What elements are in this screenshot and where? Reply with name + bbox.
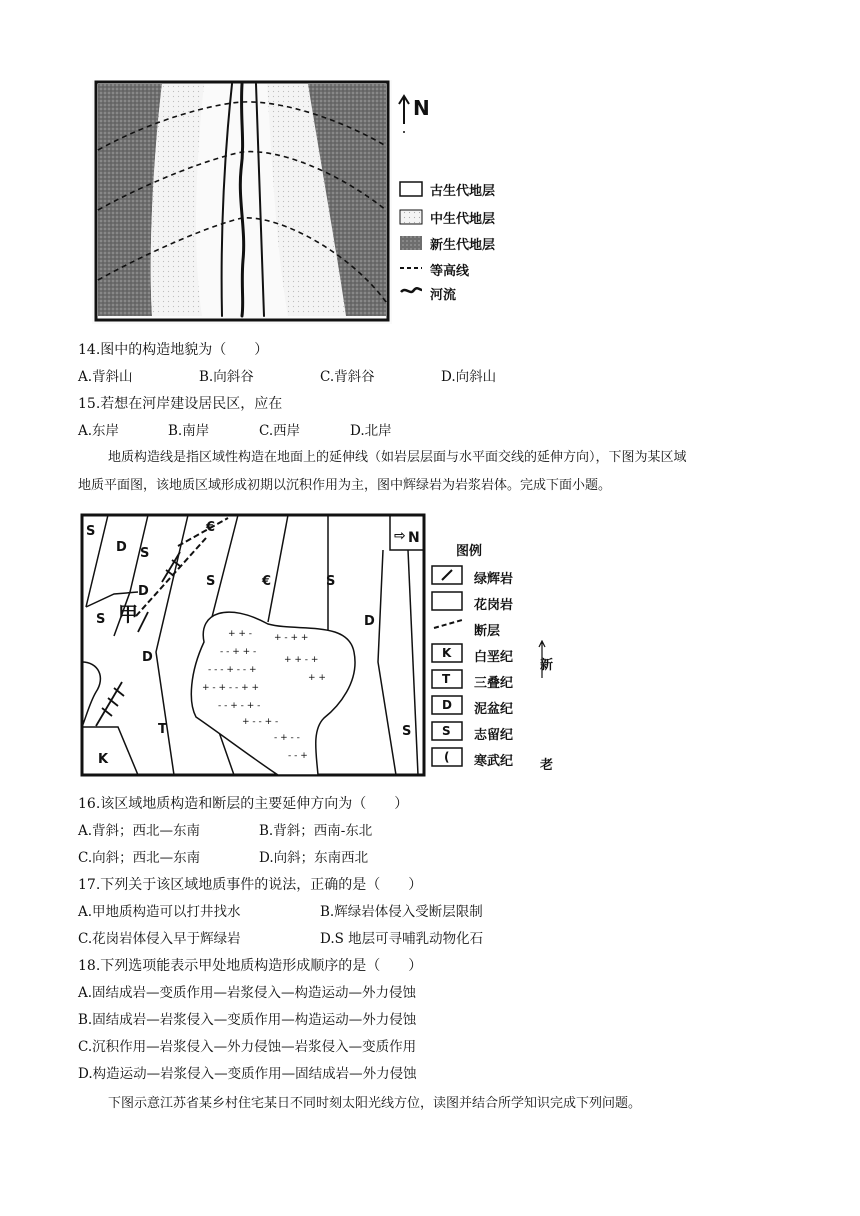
stratum-label: S — [86, 524, 96, 539]
intro-paragraph-2: 下图示意江苏省某乡村住宅某日不同时刻太阳光线方位，读图并结合所学知识完成下列问题。 — [108, 1096, 642, 1111]
question-14-option-c: C.背斜谷 — [320, 369, 375, 385]
question-14-option-b: B.向斜谷 — [199, 369, 254, 385]
fault-symbol — [434, 620, 462, 628]
question-16-option-b: B.背斜；西南-东北 — [259, 823, 373, 839]
legend-symbol-t: T — [442, 672, 451, 686]
stratum-label: S — [326, 574, 336, 589]
age-label-old: 老 — [540, 758, 554, 773]
question-17-option-d: D.S 地层可寻哺乳动物化石 — [320, 931, 484, 947]
legend-label-silurian: 志留纪 — [474, 728, 514, 743]
legend-label-cambrian: 寒武纪 — [474, 754, 514, 769]
legend-symbol-k: K — [442, 646, 452, 660]
question-14-option-d: D.向斜山 — [441, 369, 497, 385]
figure-1-syncline-map — [92, 80, 392, 324]
legend-label-contour: 等高线 — [430, 264, 470, 279]
svg-text:- + - -: - + - - — [274, 733, 300, 743]
legend-swatch-river — [401, 288, 422, 292]
figure-1-legend — [398, 176, 558, 306]
figure-1-north-label: N — [413, 96, 430, 120]
north-label: N — [408, 530, 420, 546]
legend-label-mesozoic: 中生代地层 — [430, 212, 496, 227]
legend-swatch-mesozoic — [400, 210, 422, 224]
question-15-option-c: C.西岸 — [259, 423, 301, 439]
legend-label-devonian: 泥盆纪 — [474, 702, 514, 717]
svg-text:+ + -: + + - — [228, 629, 253, 639]
legend-label-paleozoic: 古生代地层 — [430, 184, 496, 199]
question-17-stem: 17.下列关于该区域地质事件的说法，正确的是（ ） — [78, 877, 423, 893]
svg-text:+ - + - - + +: + - + - - + + — [202, 683, 260, 693]
stratum-label: € — [262, 574, 272, 589]
stratum-label: S — [206, 574, 216, 589]
question-17-option-b: B.辉绿岩体侵入受断层限制 — [320, 904, 483, 920]
stratum-label: € — [206, 520, 216, 535]
question-17-option-a: A.甲地质构造可以打井找水 — [78, 904, 241, 920]
question-16-option-d: D.向斜；东南西北 — [259, 850, 369, 866]
stratum-label: D — [116, 540, 127, 555]
legend-swatch-cenozoic — [400, 236, 422, 250]
mesozoic-west — [151, 84, 204, 316]
svg-text:- - - + - - +: - - - + - - + — [208, 665, 257, 675]
question-18-option-a: A.固结成岩—变质作用—岩浆侵入—构造运动—外力侵蚀 — [78, 985, 417, 1001]
question-18-option-d: D.构造运动—岩浆侵入—变质作用—固结成岩—外力侵蚀 — [78, 1066, 417, 1082]
label-jia: 甲 — [118, 602, 138, 626]
north-arrow-icon: ⇨ — [394, 528, 406, 544]
question-16-option-c: C.向斜；西北—东南 — [78, 850, 201, 866]
legend-swatch-paleozoic — [400, 182, 422, 196]
question-15-option-b: B.南岸 — [168, 423, 210, 439]
svg-text:- - +: - - + — [288, 751, 308, 761]
legend-label-cenozoic: 新生代地层 — [430, 238, 496, 253]
question-14-option-a: A.背斜山 — [78, 369, 133, 385]
stratum-label: T — [158, 722, 167, 737]
stratum-label-d-lower: D — [142, 650, 153, 665]
legend-symbol-s: S — [442, 724, 451, 738]
legend-title: 图例 — [456, 544, 483, 559]
question-15-stem: 15.若想在河岸建设居民区，应在 — [78, 396, 283, 412]
svg-text:+ +: + + — [308, 673, 326, 683]
legend-label-river: 河流 — [430, 288, 457, 303]
legend-label-fault: 断层 — [474, 624, 501, 639]
question-16-stem: 16.该区域地质构造和断层的主要延伸方向为（ ） — [78, 796, 409, 812]
question-18-option-b: B.固结成岩—岩浆侵入—变质作用—构造运动—外力侵蚀 — [78, 1012, 417, 1028]
legend-symbol-d: D — [442, 698, 452, 712]
intro-paragraph-1-line-2: 地质平面图，该地质区域形成初期以沉积作用为主，图中辉绿岩为岩浆岩体。完成下面小题。 — [78, 478, 612, 493]
stratum-label: K — [98, 752, 109, 767]
stratum-label: S — [402, 724, 412, 739]
question-18-stem: 18.下列选项能表示甲处地质构造形成顺序的是（ ） — [78, 958, 423, 974]
svg-text:+ + - +: + + - + — [284, 655, 319, 665]
svg-text:- - + - + -: - - + - + - — [218, 701, 261, 711]
question-14-stem: 14.图中的构造地貌为（ ） — [78, 342, 269, 358]
stratum-label: D — [364, 614, 375, 629]
legend-symbol-cambrian: ( — [444, 750, 450, 764]
svg-text:+ - + +: + - + + — [274, 633, 309, 643]
question-15-option-a: A.东岸 — [78, 423, 120, 439]
legend-label-cretaceous: 白垩纪 — [474, 650, 514, 665]
intro-paragraph-1-line-1: 地质构造线是指区域性构造在地面上的延伸线（如岩层层面与水平面交线的延伸方向），下图为某区域 — [108, 450, 687, 465]
legend-label-triassic: 三叠纪 — [474, 676, 514, 691]
question-16-option-a: A.背斜；西北—东南 — [78, 823, 201, 839]
legend-label-granite: 花岗岩 — [474, 598, 514, 613]
question-18-option-c: C.沉积作用—岩浆侵入—外力侵蚀—岩浆侵入—变质作用 — [78, 1039, 417, 1055]
question-17-option-c: C.花岗岩体侵入早于辉绿岩 — [78, 931, 241, 947]
legend-label-diabase: 绿辉岩 — [474, 572, 514, 587]
figure-2-labels — [78, 512, 428, 778]
stratum-label: D — [138, 584, 149, 599]
stratum-label: S — [96, 612, 106, 627]
stratum-label: S — [140, 546, 150, 561]
svg-text:- - + + -: - - + + - — [220, 647, 257, 657]
age-label-new: 新 — [540, 658, 554, 673]
svg-text:+ - - + -: + - - + - — [242, 717, 279, 727]
question-15-option-d: D.北岸 — [350, 423, 392, 439]
